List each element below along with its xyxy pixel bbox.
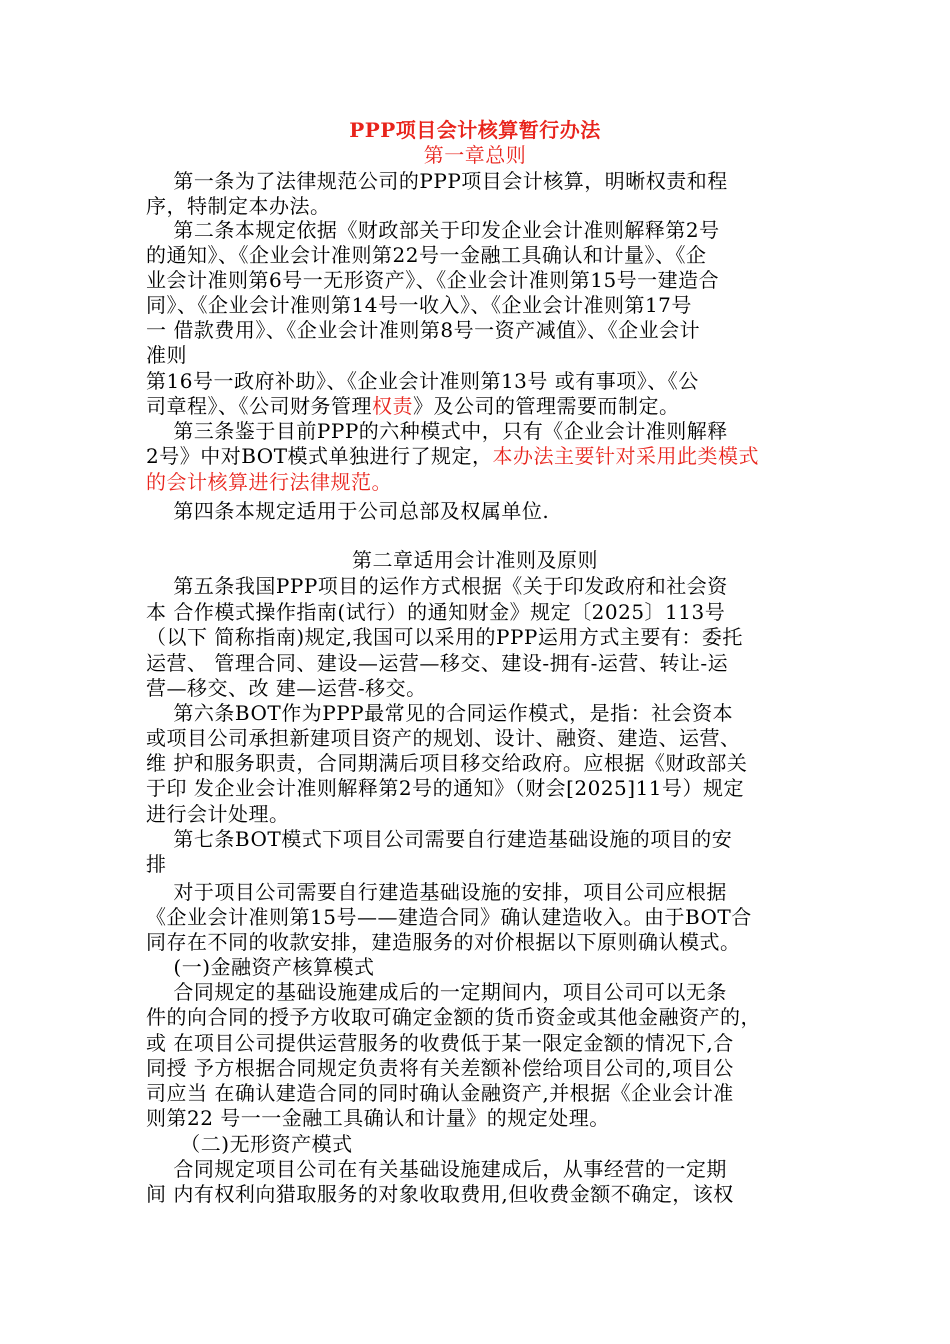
- paragraph-line: 一 借款费用》、《企业会计准则第8号一资产减值》、《企业会计: [146, 318, 701, 342]
- paragraph-line: （二)无形资产模式: [146, 1132, 353, 1156]
- text-segment: 司章程》、《公司财务管理: [146, 394, 372, 418]
- document-title: PPP项目会计核算暂行办法: [349, 118, 601, 142]
- paragraph-line: 营—移交、改 建—运营-移交。: [146, 676, 427, 700]
- paragraph-line: 间 内有权利向猎取服务的对象收取费用,但收费金额不确定，该权: [146, 1182, 734, 1206]
- paragraph-line: 第六条BOT作为PPP最常见的合同运作模式，是指：社会资本: [146, 701, 734, 725]
- paragraph-line: 维 护和服务职责，合同期满后项目移交给政府。应根据《财政部关: [146, 751, 748, 775]
- chapter-heading-1: 第一章总则: [423, 143, 527, 167]
- paragraph-line: 准则: [146, 343, 187, 367]
- paragraph-line: 于印 发企业会计准则解释第2号的通知》（财会[2025]11号）规定: [146, 776, 745, 800]
- paragraph-line: 序，特制定本办法。: [146, 194, 331, 218]
- chapter-heading-2: 第二章适用会计准则及原则: [352, 548, 598, 572]
- paragraph-line: 同》、《企业会计准则第14号一收入》、《企业会计准则第17号: [146, 293, 692, 317]
- paragraph-line: 第16号一政府补助》、《企业会计准则第13号 或有事项》、《公: [146, 369, 699, 393]
- paragraph-line: [146, 394, 680, 418]
- paragraph-line: 同存在不同的收款安排，建造服务的对价根据以下原则确认模式。: [146, 930, 741, 954]
- highlighted-text: 权责: [372, 394, 413, 418]
- paragraph-line: 排: [146, 852, 167, 876]
- paragraph-line: 同授 予方根据合同规定负责将有关差额补偿给项目公司的,项目公: [146, 1056, 734, 1080]
- paragraph-line: [146, 470, 392, 494]
- paragraph-line: (一)金融资产核算模式: [146, 955, 375, 979]
- paragraph-line: 对于项目公司需要自行建造基础设施的安排，项目公司应根据: [146, 880, 727, 904]
- paragraph-line: 第二条本规定依据《财政部关于印发企业会计准则解释第2号: [146, 218, 720, 242]
- highlighted-text: 的会计核算进行法律规范。: [146, 470, 392, 494]
- paragraph-line: [146, 444, 759, 468]
- paragraph-line: （以下 简称指南)规定,我国可以采用的PPP运用方式主要有：委托: [146, 625, 743, 649]
- paragraph-line: 进行会计处理。: [146, 802, 290, 826]
- paragraph-line: 第一条为了法律规范公司的PPP项目会计核算，明晰权责和程: [146, 169, 728, 193]
- paragraph-line: 第七条BOT模式下项目公司需要自行建造基础设施的项目的安: [146, 827, 733, 851]
- paragraph-line: 运营、 管理合同、建设—运营—移交、建设-拥有-运营、转让-运: [146, 651, 729, 675]
- text-segment: 2号》中对BOT模式单独进行了规定，: [146, 444, 493, 468]
- paragraph-line: 业会计准则第6号一无形资产》、《企业会计准则第15号一建造合: [146, 268, 720, 292]
- paragraph-line: 《企业会计准则第15号——建造合同》确认建造收入。由于BOT合: [146, 905, 752, 929]
- highlighted-text: 本办法主要针对采用此类模式: [492, 444, 760, 468]
- paragraph-line: 本 合作模式操作指南(试行）的通知财金》规定〔2025〕113号: [146, 600, 726, 624]
- paragraph-line: 合同规定项目公司在有关基础设施建成后，从事经营的一定期: [146, 1157, 727, 1181]
- paragraph-line: 司应当 在确认建造合同的同时确认金融资产,并根据《企业会计准: [146, 1081, 734, 1105]
- paragraph-line: 或项目公司承担新建项目资产的规划、设计、融资、建造、运营、: [146, 726, 741, 750]
- paragraph-line: 的通知》、《企业会计准则第22号一金融工具确认和计量》、《企: [146, 243, 707, 267]
- paragraph-line: 第五条我国PPP项目的运作方式根据《关于印发政府和社会资: [146, 574, 728, 598]
- paragraph-line: 或 在项目公司提供运营服务的收费低于某一限定金额的情况下,合: [146, 1031, 734, 1055]
- text-segment: 》及公司的管理需要而制定。: [413, 394, 680, 418]
- paragraph-line: 则第22 号一一金融工具确认和计量》的规定处理。: [146, 1106, 610, 1130]
- paragraph-line: 第四条本规定适用于公司总部及权属单位.: [146, 499, 550, 523]
- paragraph-line: 第三条鉴于目前PPP的六种模式中，只有《企业会计准则解释: [146, 419, 728, 443]
- paragraph-line: 合同规定的基础设施建成后的一定期间内，项目公司可以无条: [146, 980, 727, 1004]
- paragraph-line: 件的向合同的授予方收取可确定金额的货币资金或其他金融资产的，: [146, 1005, 761, 1029]
